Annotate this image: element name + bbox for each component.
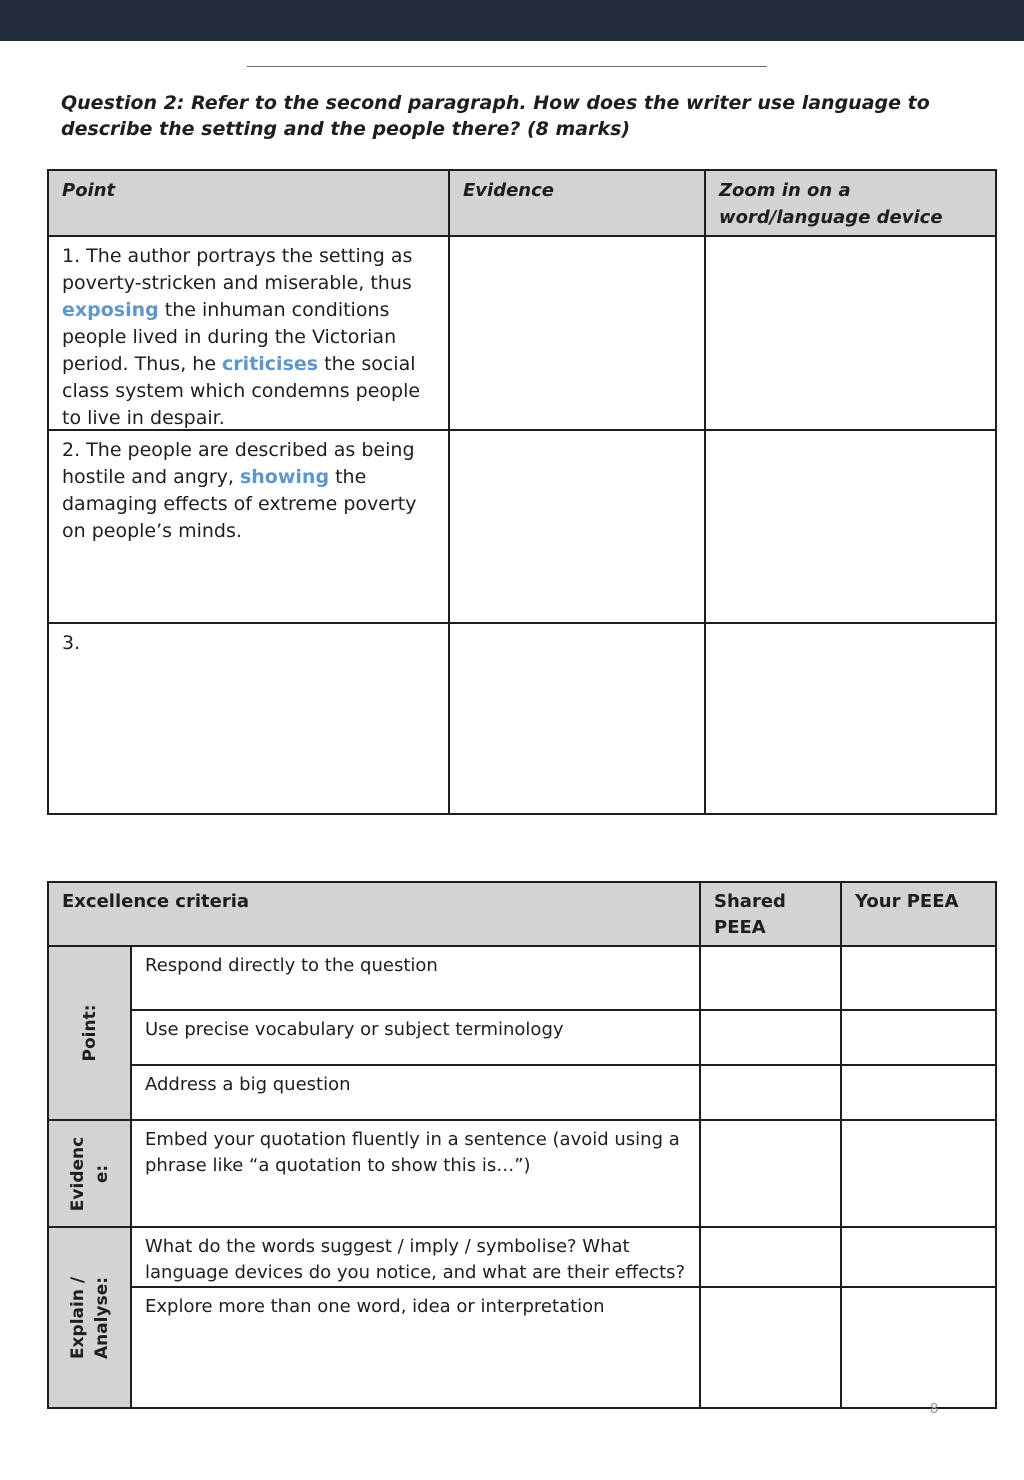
criterion-text: Use precise vocabulary or subject terminology [131,1010,700,1065]
evidence-cell-1[interactable] [449,236,705,430]
criteria-header-excellence: Excellence criteria [48,882,700,946]
your-peea-cell[interactable] [841,1227,996,1287]
shared-peea-cell[interactable] [700,1120,841,1227]
zoom-cell-1[interactable] [705,236,996,430]
criteria-table [47,881,997,1409]
criteria-row [48,1227,996,1287]
criteria-header-your: Your PEEA [841,882,996,946]
criteria-row [48,1065,996,1120]
peea-row-1 [48,236,996,430]
shared-peea-cell[interactable] [700,946,841,1010]
section-label-text: Evidenc e: [67,1136,112,1211]
highlight-verb: exposing [62,299,159,321]
point-text: 2. The people are described as being hostile and angry, [62,439,415,488]
your-peea-cell[interactable] [841,1065,996,1120]
section-label-evidence [48,1120,131,1227]
evidence-cell-2[interactable] [449,430,705,623]
peea-header-evidence: Evidence [449,170,705,236]
peea-row-3 [48,623,996,814]
section-label-explain [48,1227,131,1408]
shared-peea-cell[interactable] [700,1065,841,1120]
peea-header-zoom: Zoom in on a word/language device [705,170,996,236]
point-text: 1. The author portrays the setting as poverty-stricken and miserable, thus [62,245,413,294]
criteria-row [48,1120,996,1227]
zoom-cell-3[interactable] [705,623,996,814]
criterion-text: Embed your quotation fluently in a sentence (avoid using a phrase like “a quotation to show this is…”) [131,1120,700,1227]
point-cell-3[interactable] [48,623,449,814]
criteria-header-row [48,882,996,946]
evidence-cell-3[interactable] [449,623,705,814]
peea-row-2 [48,430,996,623]
criteria-row [48,1010,996,1065]
criterion-text: What do the words suggest / imply / symbolise? What language devices do you notice, and what are their effects? [131,1227,700,1287]
highlight-verb: criticises [222,353,319,375]
point-cell-2[interactable] [48,430,449,623]
criteria-row [48,946,996,1010]
page-number: 8 [930,1402,939,1417]
point-text: the inhuman conditions people lived in during the Victorian period. Thus, he [62,299,397,375]
criterion-text: Explore more than one word, idea or interpretation [131,1287,700,1408]
section-label-text: Explain / Analyse: [67,1276,112,1359]
section-label-point: Point: [48,946,131,1120]
point-text: 3. [62,632,81,654]
your-peea-cell[interactable] [841,1287,996,1408]
header-rule [247,66,767,67]
peea-header-row [48,170,996,236]
highlight-verb: showing [239,466,330,488]
point-text: the social class system which condemns people to live in despair. [62,353,421,429]
criteria-header-shared: Shared PEEA [700,882,841,946]
criteria-row [48,1287,996,1408]
your-peea-cell[interactable] [841,1120,996,1227]
zoom-cell-2[interactable] [705,430,996,623]
shared-peea-cell[interactable] [700,1287,841,1408]
peea-header-point: Point [48,170,449,236]
your-peea-cell[interactable] [841,946,996,1010]
point-text: the damaging effects of extreme poverty on people’s minds. [62,466,417,542]
criterion-text: Respond directly to the question [131,946,700,1010]
shared-peea-cell[interactable] [700,1227,841,1287]
shared-peea-cell[interactable] [700,1010,841,1065]
your-peea-cell[interactable] [841,1010,996,1065]
question-heading: Question 2: Refer to the second paragraph. How does the writer use language to describe the setting and the people there? (8 marks) [61,92,930,140]
point-cell-1[interactable] [48,236,449,430]
top-bar [0,0,1024,41]
criterion-text: Address a big question [131,1065,700,1120]
peea-table [47,169,997,815]
